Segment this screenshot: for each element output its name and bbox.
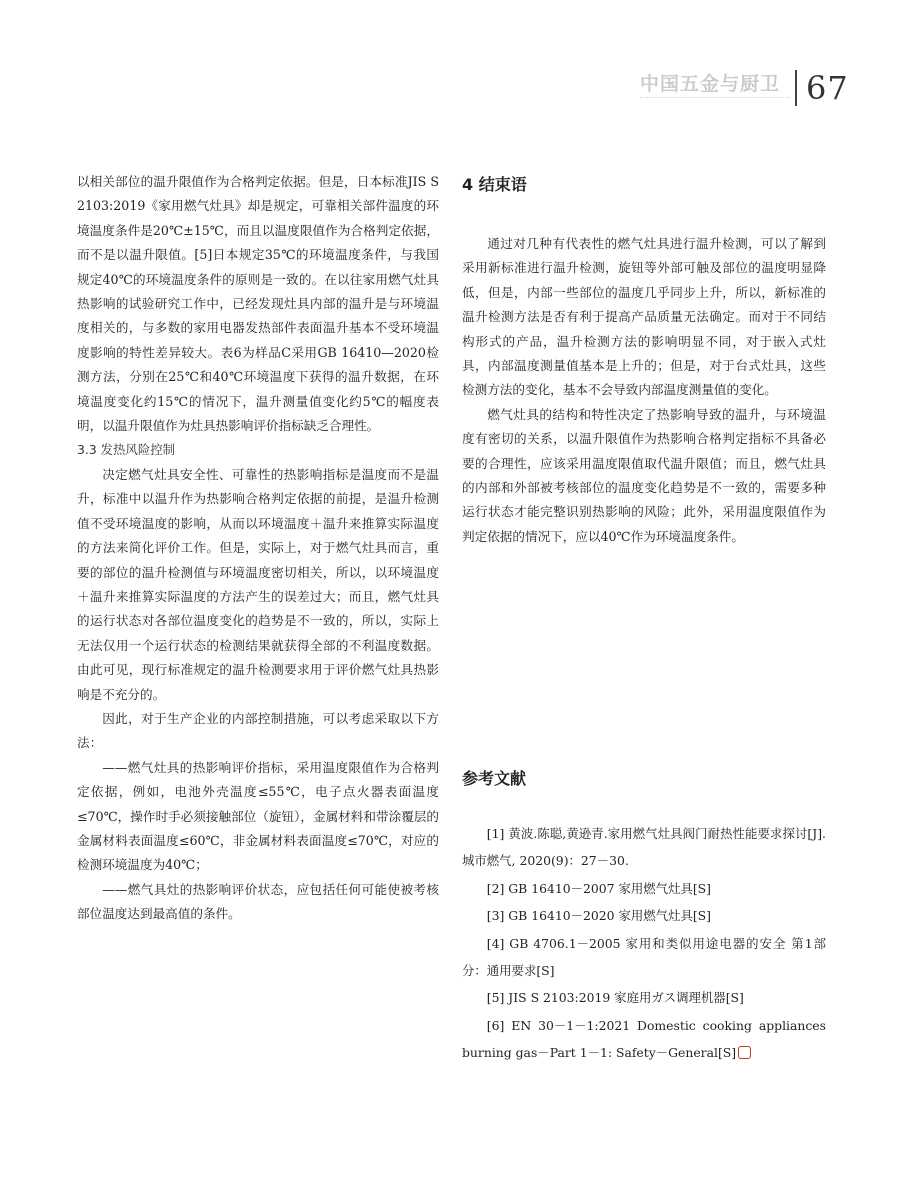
journal-title: 中国五金与厨卫 (640, 73, 781, 95)
reference-text: [6] EN 30－1－1:2021 Domestic cooking appliances burning gas－Part 1－1: Safety－General[S] (462, 1017, 826, 1061)
paragraph: 以相关部位的温升限值作为合格判定依据。但是，日本标准JIS S 2103:2019《家用燃气灶具》却是规定，可靠相关部件温度的环境温度条件是20℃±15℃，而且以温度限值作为合格判定依据，而不是以温升限值。[5]日本规定35℃的环境温度条件，与我国规定40℃的环境温度条件的原则是一致的。在以往家用燃气灶具热影响的试验研究工作中，已经发现灶具内部的温升是与环境温度相关的，与多数的家用电器发热部件表面温升基本不受环境温度影响的特性差异较大。表6为样品C采用GB 16410—2020检测方法，分别在25℃和40℃环境温度下获得的温升数据，在环境温度变化约15℃的情况下，温升测量值变化约5℃的幅度表明，以温升限值作为灶具热影响评价指标缺乏合理性。 (77, 174, 439, 434)
reference-item: [2] GB 16410－2007 家用燃气灶具[S] (486, 880, 712, 896)
header-divider (795, 70, 797, 106)
section-heading-references: 参考文献 (462, 769, 527, 788)
reference-item (462, 1012, 826, 1067)
logo-underline (640, 97, 790, 100)
reference-item: [3] GB 16410－2020 家用燃气灶具[S] (486, 908, 712, 924)
section-heading-conclusion: 4 结束语 (462, 175, 527, 194)
page-number: 67 (806, 69, 849, 107)
left-column (77, 170, 439, 927)
reference-item: [1] 黄波.陈聪,黄逊青.家用燃气灶具阀门耐热性能要求探讨[J]. 城市燃气, 2020(9)：27－30. (462, 826, 826, 869)
paragraph: 因此，对于生产企业的内部控制措施，可以考虑采取以下方法： (77, 710, 439, 751)
reference-list (462, 820, 826, 1067)
subsection-heading: 3.3 发热风险控制 (77, 442, 175, 458)
paragraph: ——燃气具灶的热影响评价状态，应包括任何可能使被考核部位温度达到最高值的条件。 (77, 881, 439, 922)
paragraph: ——燃气灶具的热影响评价指标，采用温度限值作为合格判定依据，例如，电池外壳温度≤55℃，电子点火器表面温度≤70℃，操作时手必须接触部位（旋钮），金属材料和带涂覆层的金属材料表面温度≤60℃，非金属材料表面温度≤70℃，对应的检测环境温度为40℃； (77, 759, 439, 873)
paragraph: 决定燃气灶具安全性、可靠性的热影响指标是温度而不是温升，标准中以温升作为热影响合格判定依据的前提，是温升检测值不受环境温度的影响，从而以环境温度＋温升来推算实际温度的方法来简化评价工作。但是，实际上，对于燃气灶具而言，重要的部位的温升检测值与环境温度密切相关，所以，以环境温度＋温升来推算实际温度的方法产生的误差过大；而且，燃气灶具的运行状态对各部位温度变化的趋势是不一致的，所以，实际上无法仅用一个运行状态的检测结果就获得全部的不利温度数据。由此可见，现行标准规定的温升检测要求用于评价燃气灶具热影响是不充分的。 (77, 466, 439, 702)
reference-item: [4] GB 4706.1－2005 家用和类似用途电器的安全 第1部分：通用要求[S] (462, 935, 826, 979)
paragraph: 通过对几种有代表性的燃气灶具进行温升检测，可以了解到采用新标准进行温升检测，旋钮等外部可触及部位的温度明显降低，但是，内部一些部位的温度几乎同步上升，所以，新标准的温升检测方法是否有利于提高产品质量无法确定。而对于不同结构形式的产品，温升检测方法的影响明显不同，对于嵌入式灶具，内部温度测量值基本是上升的；但是，对于台式灶具，这些检测方法的变化，基本不会导致内部温度测量值的变化。 (462, 236, 826, 398)
journal-logo (640, 74, 790, 104)
reference-item: [5] JIS S 2103:2019 家庭用ガス调理机器[S] (486, 990, 744, 1006)
right-column (462, 170, 826, 549)
page-header (640, 66, 860, 110)
paragraph: 燃气灶具的结构和特性决定了热影响导致的温升，与环境温度有密切的关系，以温升限值作为热影响合格判定指标不具备必要的合理性，应该采用温度限值取代温升限值；而且，燃气灶具的内部和外部被考核部位的温度变化趋势是不一致的，需要多种运行状态才能完整识别热影响的风险；此外，采用温度限值作为判定依据的情况下，应以40℃作为环境温度条件。 (462, 406, 826, 544)
end-mark-icon (738, 1046, 751, 1059)
